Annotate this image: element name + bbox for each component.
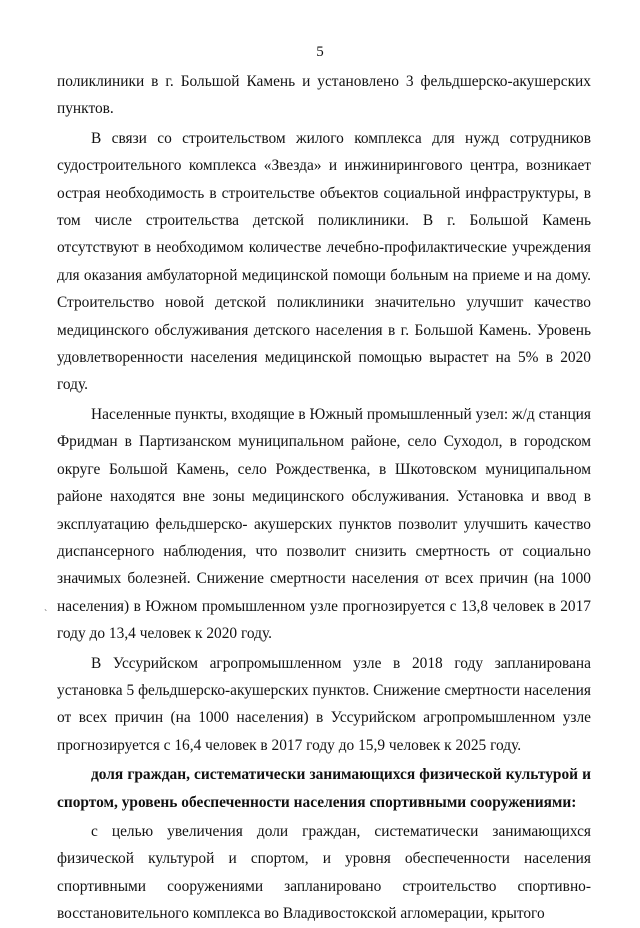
margin-tick-mark: `: [44, 609, 48, 620]
paragraph-continuation: поликлиники в г. Большой Камень и установлено 3 фельдшерско-акушерских пунктов.: [57, 73, 591, 118]
paragraph-southern-industrial-node: Населенные пункты, входящие в Южный промышленный узел: ж/д станция Фридман в Партизанском муниципальном районе, село Суходол, в городском округе Большой Камень, село Рождественка, в Шкотовском муниципальном районе находятся вне зоны медицинского обслуживания. Установка и ввод в эксплуатацию фельдшерско- акушерских пунктов позволит улучшить качество диспансерного наблюдения, что позволит снизить смертность от социально значимых болезней. Снижение смертности населения от всех причин (на 1000 населения) в Южном промышленном узле прогнозируется с 13,8 человек в 2017 году до 13,4 человек к 2020 году.: [57, 405, 591, 643]
page-number: 5: [316, 44, 324, 60]
document-body: [57, 68, 591, 928]
paragraph-ussuriysk-node: В Уссурийском агропромышленном узле в 2018 году запланирована установка 5 фельдшерско-акушерских пунктов. Снижение смертности населения от всех причин (на 1000 населения) в Уссурийском агропромышленном узле прогнозируется с 16,4 человек в 2017 году до 15,9 человек к 2025 году.: [57, 654, 591, 754]
section-heading-sport: доля граждан, систематически занимающихся физической культурой и спортом, уровень обеспеченности населения спортивными сооружениями:: [57, 766, 591, 811]
paragraph-sport-facilities: с целью увеличения доли граждан, систематически занимающихся физической культурой и спортом, и уровня обеспеченности населения спортивными сооружениями запланировано строительство спортивно-восстановительного комплекса во Владивостокской агломерации, крытого: [57, 822, 591, 923]
paragraph-polyclinic: В связи со строительством жилого комплекса для нужд сотрудников судостроительного комплекса «Звезда» и инжинирингового центра, возникает острая необходимость в строительстве объектов социальной инфраструктуры, в том числе строительства детской поликлиники. В г. Большой Камень отсутствуют в необходимом количестве лечебно-профилактические учреждения для оказания амбулаторной медицинской помощи больным на приеме и на дому. Строительство новой детской поликлиники значительно улучшит качество медицинского обслуживания детского населения в г. Большой Камень. Уровень удовлетворенности населения медицинской помощью вырастет на 5% в 2020 году.: [57, 129, 591, 394]
